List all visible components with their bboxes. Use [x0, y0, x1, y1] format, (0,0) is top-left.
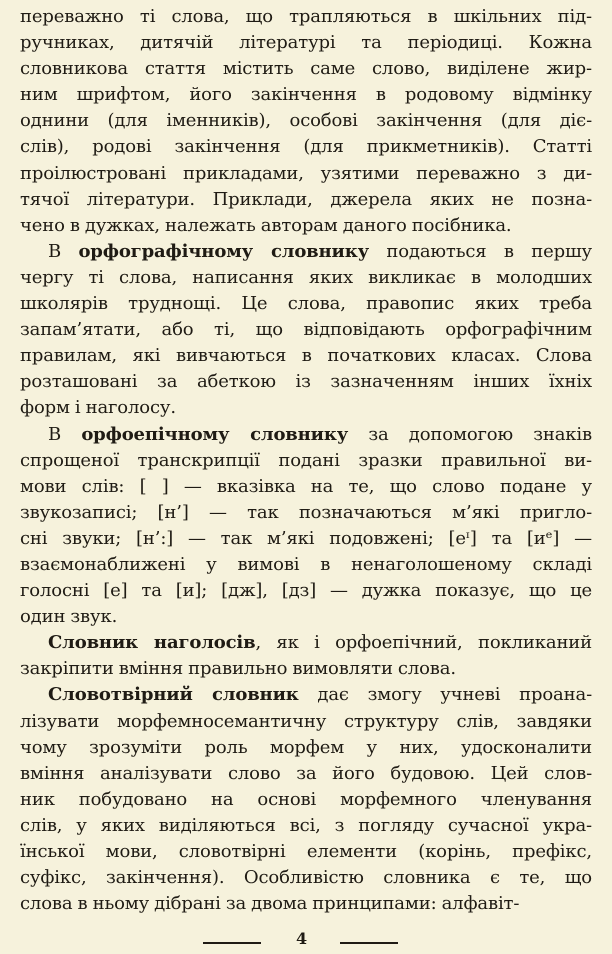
text-line [20, 291, 592, 317]
text-run: звукозаписі; [н’] — так позначаються м’які пригло- [20, 501, 592, 523]
text-line [20, 82, 592, 108]
text-run: , як і орфоепічний, покликаний [255, 632, 592, 654]
text-line [20, 813, 592, 839]
text-line [20, 787, 592, 813]
text-run: за допомогою знаків [348, 423, 592, 445]
bold-term: орфоепічному словнику [81, 423, 349, 445]
text-run: взаємонаближені у вимові в ненаголошеному складі [20, 553, 592, 575]
text-line [20, 395, 592, 421]
text-run: слова в ньому дібрані за двома принципами: алфавіт- [20, 893, 520, 915]
text-run: мови слів: [ ] — вказівка на те, що слово подане у [20, 475, 592, 497]
text-run: спрощеної транскрипції подані зразки правильної ви- [20, 449, 592, 471]
text-line [20, 4, 592, 30]
text-line [20, 161, 592, 187]
text-line [20, 604, 592, 630]
paragraph [20, 4, 592, 239]
text-run: слів, у яких виділяються всі, з погляду сучасної укра- [20, 814, 592, 836]
text-run: тячої літератури. Приклади, джерела яких не позна- [20, 188, 592, 210]
text-run: В [48, 423, 82, 445]
text-run: голосні [е] та [и]; [дж], [дз] — дужка показує, що це [20, 580, 592, 602]
bold-term: Словотвірний словник [48, 684, 299, 706]
paragraph [20, 630, 592, 682]
text-line [20, 30, 592, 56]
text-run: слів), родові закінчення (для прикметників). Статті [20, 136, 592, 158]
text-run: чому зрозуміти роль морфем у них, удосконалити [20, 736, 592, 758]
text-run: дає змогу учневі проана- [298, 684, 593, 706]
text-line [20, 578, 592, 604]
text-line [20, 265, 592, 291]
text-line [20, 187, 592, 213]
text-line [20, 839, 592, 865]
text-line [20, 134, 592, 160]
page-footer [0, 929, 612, 949]
text-line [20, 474, 592, 500]
paragraph [20, 682, 592, 917]
text-line [20, 108, 592, 134]
text-run: чергу ті слова, написання яких викликає в молодших [20, 266, 592, 288]
text-run: ручниках, дитячій літературі та періодиці. Кожна [20, 32, 592, 54]
text-run: ник побудовано на основі морфемного членування [20, 788, 592, 810]
text-line [20, 865, 592, 891]
text-line [20, 682, 592, 708]
text-line [20, 630, 592, 656]
text-run: ним шрифтом, його закінчення в родовому відмінку [20, 84, 592, 106]
text-line [20, 526, 592, 552]
text-line [20, 891, 592, 917]
text-run: однини (для іменників), особові закінчення (для діє- [20, 110, 592, 132]
text-run: подаються в першу [368, 240, 592, 262]
text-run: форм і наголосу. [20, 397, 176, 419]
text-run: суфікс, закінчення). Особливістю словника є те, що [20, 867, 592, 889]
text-run: запам’ятати, або ті, що відповідають орфографічним [20, 319, 592, 341]
text-run: вміння аналізувати слово за його будовою. Цей слов- [20, 762, 592, 784]
text-body [20, 4, 592, 917]
paragraph [20, 239, 592, 422]
text-run: проілюстровані прикладами, узятими переважно з ди- [20, 162, 592, 184]
text-run: В [48, 240, 79, 262]
text-line [20, 343, 592, 369]
footer-rule-right [340, 942, 398, 944]
text-line [20, 239, 592, 265]
text-line [20, 56, 592, 82]
page-number: 4 [296, 929, 308, 948]
footer-rule-left [203, 942, 261, 944]
text-run: словникова стаття містить саме слово, виділене жир- [20, 58, 592, 80]
text-run: закріпити вміння правильно вимовляти слова. [20, 658, 456, 680]
bold-term: орфографічному словнику [78, 240, 369, 262]
text-run: правилам, які вивчаються в початкових класах. Слова [20, 345, 592, 367]
text-line [20, 422, 592, 448]
bold-term: Словник наголосів [48, 632, 256, 654]
text-line [20, 735, 592, 761]
text-run: школярів труднощі. Це слова, правопис яких треба [20, 293, 592, 315]
text-run: сні звуки; [н’:] — так м’які подовжені; [еᶦ] та [иᵉ] — [20, 527, 592, 549]
text-line [20, 448, 592, 474]
text-line [20, 552, 592, 578]
text-run: чено в дужках, належать авторам даного посібника. [20, 214, 512, 236]
text-line [20, 709, 592, 735]
text-run: один звук. [20, 606, 118, 628]
text-line [20, 761, 592, 787]
text-run: розташовані за абеткою із зазначенням інших їхніх [20, 371, 592, 393]
text-run: лізувати морфемносемантичну структуру слів, завдяки [20, 710, 592, 732]
text-line [20, 213, 592, 239]
text-line [20, 317, 592, 343]
text-line [20, 656, 592, 682]
text-line [20, 369, 592, 395]
text-line [20, 500, 592, 526]
text-run: переважно ті слова, що трапляються в шкільних під- [20, 6, 592, 27]
text-run: їнської мови, словотвірні елементи (корінь, префікс, [20, 841, 592, 862]
paragraph [20, 422, 592, 631]
